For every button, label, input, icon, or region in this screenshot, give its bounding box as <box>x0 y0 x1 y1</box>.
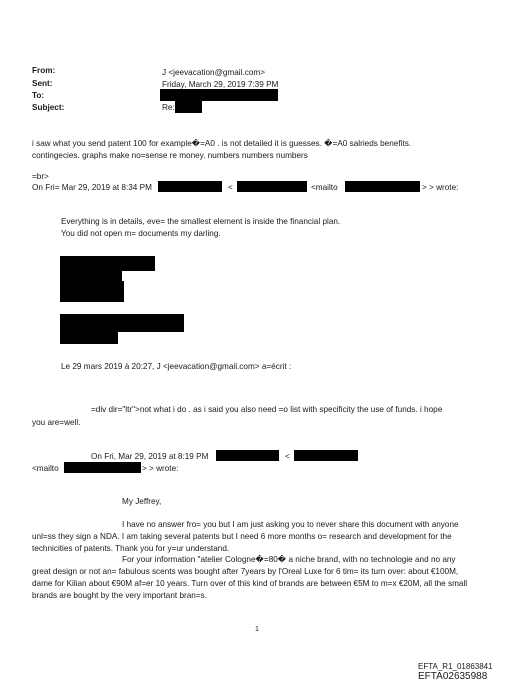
redaction-block-2 <box>60 271 122 281</box>
para-2-line-d: brands are bought by the very important bran=s. <box>32 591 207 600</box>
redaction-email-1 <box>237 181 307 192</box>
subject-value: Re: <box>162 103 175 112</box>
page-number: 1 <box>255 626 259 633</box>
para-2-line-b: great design or not an= fabulous scents was bought after 7years by l'Oreal Luxe for 6 tim= its turn over: about €100M, <box>32 567 459 576</box>
redaction-name-1 <box>158 181 222 192</box>
on-line-2-prefix: On Fri, Mar 29, 2019 at 8:19 PM <box>91 452 209 461</box>
sent-label: Sent: <box>32 79 53 88</box>
para-2-line-a: For your information "atelier Cologne�=80� a niche brand, with no technologie and no any <box>122 555 456 564</box>
le-29-line: Le 29 mars 2019 à 20:27, J <jeevacation@gmail.com> a=écrit : <box>61 362 292 371</box>
redaction-subject <box>175 101 202 113</box>
redaction-to <box>160 89 278 101</box>
para-2-line-c: dame for Kilian about €90M af=er 10 years. Turn over of this kind of brands are between €5M to m=x €20M, all the small <box>32 579 468 588</box>
redaction-name-2 <box>216 450 279 461</box>
on-line-2-wrote: > > wrote: <box>142 464 179 473</box>
para-1-line-b: unl=ss they sign a NDA. I am taking several patents but I need 6 more months o= research and development for the <box>32 532 452 541</box>
from-label: From: <box>32 66 56 75</box>
efta-r1-id: EFTA_R1_01863841 <box>418 662 493 671</box>
br-line: =br> <box>32 172 49 181</box>
subject-label: Subject: <box>32 103 65 112</box>
sent-value: Friday, March 29, 2019 7:39 PM <box>162 80 279 89</box>
on-line-1-lt: < <box>228 183 233 192</box>
div-line-2: you are=well. <box>32 418 81 427</box>
to-label: To: <box>32 91 45 100</box>
on-line-1-mailto: <mailto <box>311 183 338 192</box>
div-line-1: =div dir="ltr">not what i do . as i said you also need =o list with specificity the use of funds. i hope <box>91 405 443 414</box>
redaction-block-4 <box>60 314 184 332</box>
efta-id: EFTA02635988 <box>418 671 488 682</box>
redaction-mailto-1 <box>345 181 420 192</box>
body-line-2: contingecies. graphs make no=sense re money. numbers numbers numbers <box>32 151 308 160</box>
quote-1-line-b: You did not open m= documents my darling. <box>61 229 221 238</box>
para-1-line-c: technicities of patents. Thank you for y=ur understand. <box>32 544 230 553</box>
on-line-2-lt: < <box>285 452 290 461</box>
redaction-block-5 <box>60 332 118 344</box>
on-line-1-prefix: On Fri= Mar 29, 2019 at 8:34 PM <box>32 183 152 192</box>
para-1-line-a: I have no answer fro= you but I am just asking you to never share this document with anyone <box>122 520 459 529</box>
body-line-1: i saw what you send patent 100 for example�=A0 . is not detailed it is guesses. �=A0 salrieds benefits. <box>32 139 412 148</box>
redaction-block-3 <box>60 281 124 302</box>
redaction-block-1 <box>60 256 155 271</box>
redaction-email-2 <box>294 450 358 461</box>
quote-1-line-a: Everything is in details, eve= the smallest element is inside the financial plan. <box>61 217 341 226</box>
redaction-mailto-2 <box>64 462 141 473</box>
on-line-2-mailto: <mailto <box>32 464 59 473</box>
from-value: J <jeevacation@gmail.com> <box>162 68 265 77</box>
on-line-1-wrote: > > wrote: <box>422 183 459 192</box>
greeting: My Jeffrey, <box>122 497 162 506</box>
